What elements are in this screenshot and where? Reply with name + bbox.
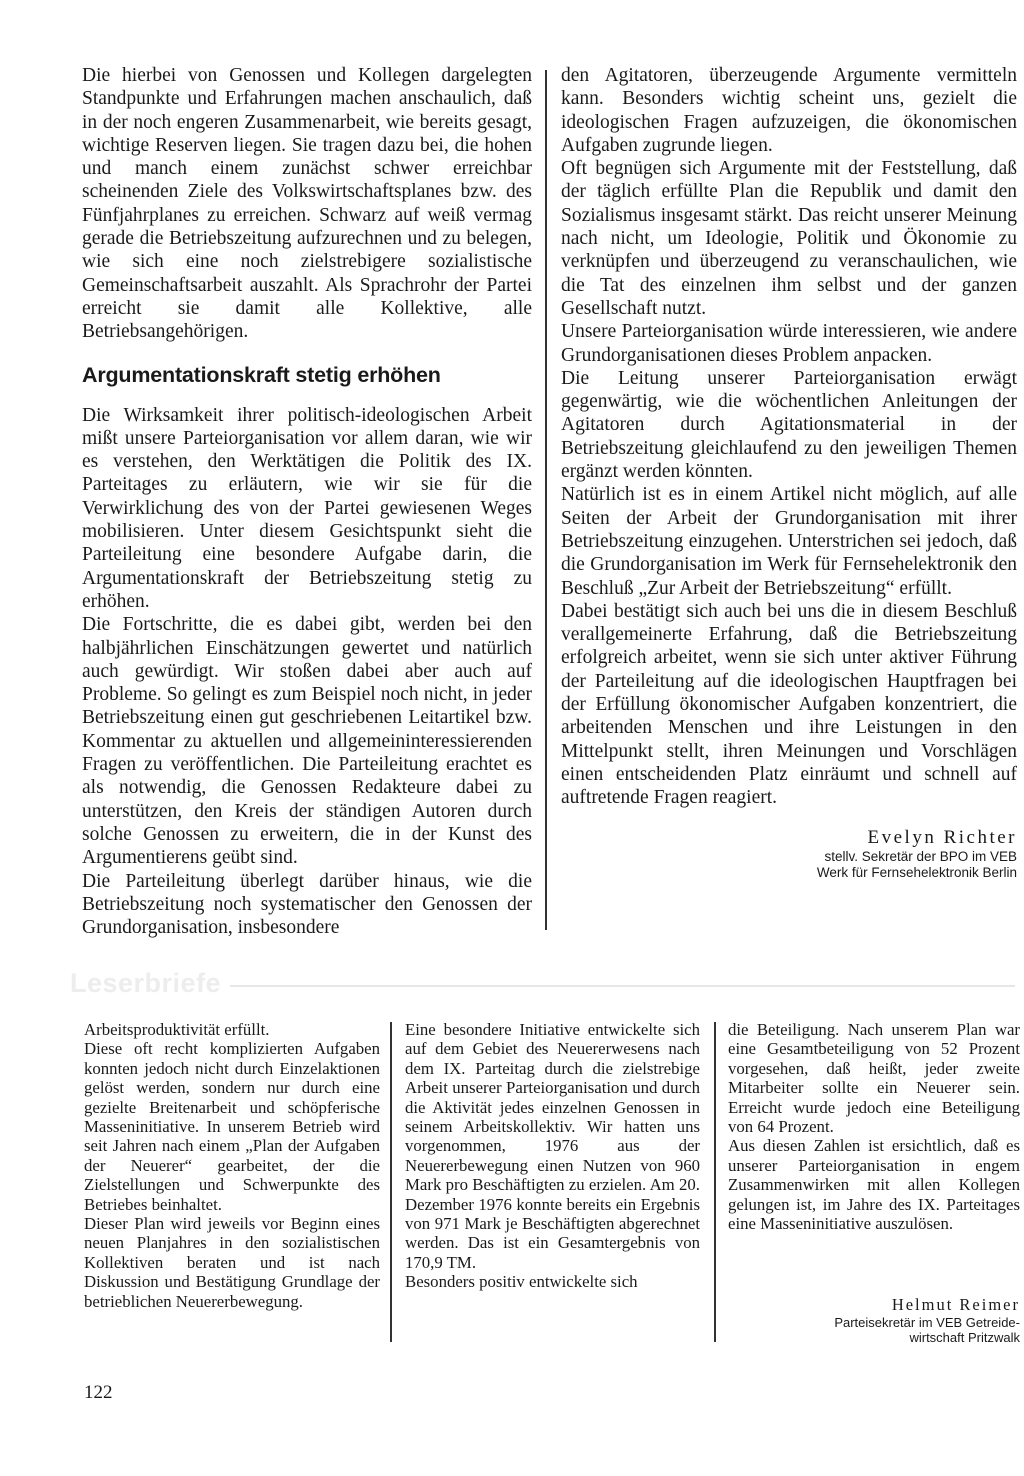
paragraph: Die Parteileitung überlegt darüber hinaus, wie die Betriebszeitung noch systematischer den Genossen der Grundorganisation, insbesondere	[82, 870, 532, 939]
author-name: Helmut Reimer	[891, 1295, 1020, 1315]
paragraph: Besonders positiv entwickelte sich	[405, 1272, 638, 1292]
page-number: 122	[84, 1382, 113, 1403]
paragraph: den Agitatoren, überzeugende Argumente vermitteln kann. Besonders wichtig scheint uns, gezielt die ideologischen Fragen aufzuzeigen, die ökonomischen Aufgaben zugrunde liegen.	[561, 65, 1017, 156]
author-role: wirtschaft Pritzwalk	[909, 1330, 1020, 1346]
column-divider	[390, 1022, 392, 1342]
column-divider	[714, 1022, 716, 1342]
author-role: stellv. Sekretär der BPO im VEB	[824, 848, 1017, 864]
author-name: Evelyn Richter	[867, 826, 1017, 848]
author-role: Parteisekretär im VEB Getreide-	[834, 1314, 1020, 1330]
paragraph: Unsere Parteiorganisation würde interessieren, wie andere Grundorganisationen dieses Problem anpacken.	[561, 321, 1017, 366]
paragraph: Natürlich ist es in einem Artikel nicht möglich, auf alle Seiten der Arbeit der Grundorganisation mit ihrer Betriebszeitung einzugehen. Unterstrichen sei jedoch, daß die Grundorganisation im Werk für Fernsehelektronik den Beschluß „Zur Arbeit der Betriebszeitung“ erfüllt.	[561, 484, 1017, 599]
paragraph: Oft begnügen sich Argumente mit der Feststellung, daß der täglich erfüllte Plan die Republik und damit den Sozialismus insgesamt stärkt. Das reicht unserer Meinung nach nicht, um Ideologie, Politik und Ökonomie zu verknüpfen und überzeugend zu veranschaulichen, wie die Tat des einzelnen ihm selbst und der ganzen Gesellschaft nutzt.	[561, 158, 1017, 319]
author-role: Werk für Fernsehelektronik Berlin	[816, 864, 1017, 880]
column-divider	[545, 70, 547, 930]
article-column-left	[82, 64, 532, 939]
paragraph: Dieser Plan wird jeweils vor Beginn eines neuen Planjahres in den sozialistischen Kollektiven beraten und ist nach Diskussion und Bestätigung Grundlage der betrieblichen Neuererbewegung.	[84, 1214, 380, 1311]
paragraph: Die Wirksamkeit ihrer politisch-ideologischen Arbeit mißt unsere Parteiorganisation vor allem daran, wie wir es verstehen, den Werktätigen die Politik des IX. Parteitages zu erläutern, wie wir sie für die Verwirklichung des von der Partei gewiesenen Weges mobilisieren. Unter diesem Gesichtspunkt sieht die Parteileitung eine besondere Aufgabe darin, die Argumentationskraft der Betriebszeitung stetig zu erhöhen.	[82, 404, 532, 612]
article-column-right	[561, 64, 1017, 881]
paragraph: Dabei bestätigt sich auch bei uns die in diesem Beschluß verallgemeinerte Erfahrung, daß die Betriebszeitung erfolgreich arbeitet, wenn sie sich unter aktiver Führung der Parteileitung auf die ideologischen Hauptfragen bei der Erfüllung ökonomischer Aufgaben konzentriert, die arbeitenden Menschen und ihre Leistungen in den Mittelpunkt stellt, ihren Meinungen und Vorschlägen einen entscheidenden Platz einräumt und schnell auf auftretende Fragen reagiert.	[561, 600, 1017, 809]
paragraph: Diese oft recht komplizierten Aufgaben konnten jedoch nicht durch Einzelaktionen gelöst werden, sondern nur durch eine gezielte Breitenarbeit und schöpferische Masseninitiative. In unserem Betrieb wird seit Jahren nach einem „Plan der Aufgaben der Neuerer“ gearbeitet, der die Zielstellungen und Schwerpunkte des Betriebes beinhaltet.	[84, 1039, 380, 1214]
paragraph: Eine besondere Initiative entwickelte sich auf dem Gebiet des Neuererwesens nach dem IX. Parteitag durch die zielstrebige Arbeit unserer Parteiorganisation und durch die Aktivität jedes einzelnen Genossen in seinem Arbeitskollektiv. Wir hatten uns vorgenommen, 1976 aus der Neuererbewegung einen Nutzen von 960 Mark pro Beschäftigten zu erzielen. Am 20. Dezember 1976 konnte bereits ein Ergebnis von 971 Mark je Beschäftigten abgerechnet werden. Das ist ein Gesamtergebnis von 170,9 TM.	[405, 1020, 700, 1272]
section-banner	[70, 968, 1020, 998]
banner-label: Leserbriefe	[70, 968, 222, 998]
paragraph: die Beteiligung. Nach unserem Plan war eine Gesamtbeteiligung von 52 Prozent vorgesehen, daß heißt, jeder zweite Mitarbeiter sollte ein Neuerer sein. Erreicht wurde jedoch eine Beteiligung von 64 Prozent.	[728, 1020, 1020, 1137]
letter-column-3	[728, 1020, 1020, 1346]
paragraph: Die hierbei von Genossen und Kollegen dargelegten Standpunkte und Erfahrungen machen anschaulich, daß in der noch engeren Zusammenarbeit, wie bereits gesagt, wichtige Reserven liegen. Sie tragen dazu bei, die hohen und manch einem zunächst schwer erreichbar scheinenden Ziele des Volkswirtschaftsplanes bzw. des Fünfjahrplanes zu erreichen. Schwarz auf weiß vermag gerade die Betriebszeitung aufzurechnen und zu belegen, wie sich eine noch zielstrebigere sozialistische Gemeinschaftsarbeit auszahlt. Als Sprachrohr der Partei erreicht sie damit alle Kollektive, alle Betriebsangehörigen.	[82, 65, 532, 343]
paragraph: Aus diesen Zahlen ist ersichtlich, daß es unserer Parteiorganisation in engem Zusammenwirken mit allen Kollegen gelungen ist, im Jahre des IX. Parteitages eine Masseninitiative auszulösen.	[728, 1136, 1020, 1234]
paragraph: Die Leitung unserer Parteiorganisation erwägt gegenwärtig, wie die wöchentlichen Anleitungen der Agitatoren durch Agitationsmaterial in der Betriebszeitung gleichlaufend zu den jeweiligen Themen ergänzt werden könnten.	[561, 367, 1017, 483]
banner-rule	[230, 985, 1015, 987]
letter-column-1	[84, 1020, 380, 1311]
paragraph: Die Fortschritte, die es dabei gibt, werden bei den halbjährlichen Einschätzungen gewertet und natürlich auch gewürdigt. Wir stoßen dabei aber auch auf Probleme. So gelingt es zum Beispiel noch nicht, in jeder Betriebszeitung einen gut geschriebenen Leitartikel bzw. Kommentar zu aktuellen und allgemeininteressierenden Fragen zu veröffentlichen. Die Parteileitung erachtet es als notwendig, die Genossen Redakteure dabei zu unterstützen, den Kreis der ständigen Autoren durch solche Genossen zu erweitern, die in der Kunst des Argumentierens geübt sind.	[82, 614, 532, 869]
section-heading: Argumentationskraft stetig erhöhen	[82, 362, 441, 387]
letter-column-2	[405, 1020, 700, 1292]
paragraph: Arbeitsproduktivität erfüllt.	[84, 1020, 270, 1039]
